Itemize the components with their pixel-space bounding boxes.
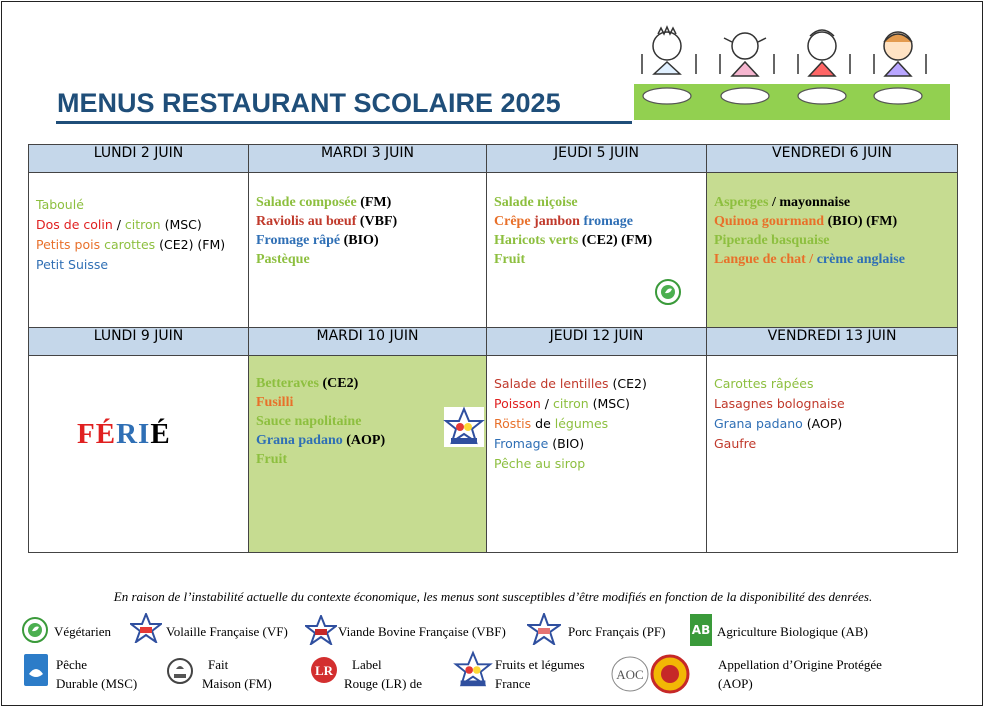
menu-item	[256, 250, 486, 269]
day-header: LUNDI 2 JUIN	[29, 145, 249, 173]
legend-aop-line1: Appellation d’Origine Protégée	[718, 657, 882, 672]
menu-item-text: crème anglaise	[816, 252, 905, 267]
menu-item-text: Carottes râpées	[714, 376, 814, 391]
menu-item	[494, 454, 706, 474]
menu-items	[487, 356, 706, 474]
menu-table	[28, 144, 958, 553]
homemade-icon	[167, 658, 193, 684]
legend-aop-line2: (AOP)	[718, 676, 753, 691]
menu-item	[714, 231, 957, 250]
menu-item-text: Langue de chat	[714, 252, 806, 267]
page-title	[57, 88, 561, 119]
menu-item-text: Gaufre	[714, 436, 757, 451]
menu-item-text: Quinoa gourmand	[714, 214, 825, 229]
week-2-header-row	[29, 328, 958, 356]
svg-text:AOC: AOC	[616, 667, 644, 682]
label-rouge-icon	[310, 656, 338, 684]
ferie-letter: F	[77, 418, 96, 450]
menu-item-text: Pêche au sirop	[494, 456, 586, 471]
menu-item-text: (AOP)	[342, 433, 386, 448]
menu-items	[707, 356, 957, 454]
day-header: LUNDI 9 JUIN	[29, 328, 249, 356]
menu-item-text: Fromage râpé	[256, 233, 341, 248]
fruits-legumes-icon	[453, 650, 493, 690]
children-table-illustration	[634, 24, 950, 120]
availability-note: En raison de l’instabilité actuelle du contexte économique, les menus sont susceptibles d’être modifiés en fonction de la disponibilité des denrées.	[113, 589, 873, 604]
menu-item	[256, 450, 486, 469]
menu-item-text: (CE2)	[318, 376, 359, 391]
menu-items	[249, 173, 486, 269]
ferie-letter: I	[138, 418, 151, 450]
menu-item-text: Salade de lentilles	[494, 376, 609, 391]
menu-item	[494, 374, 706, 394]
menu-item-text: légumes	[554, 416, 609, 431]
menu-item-text: Petits pois	[36, 237, 105, 252]
menu-item	[36, 215, 248, 235]
menu-item	[256, 212, 486, 231]
menu-item-text: Poisson	[494, 396, 541, 411]
menu-item	[714, 434, 957, 454]
menu-item-text: /	[540, 396, 553, 411]
menu-items	[707, 173, 957, 269]
msc-icon	[24, 654, 48, 686]
menu-item-text: Dos de colin	[36, 217, 113, 232]
poultry-icon	[130, 613, 162, 643]
menu-item	[36, 195, 248, 215]
legend-fruits-line1: Fruits et légumes	[495, 657, 585, 672]
menu-item-text: fromage	[583, 214, 633, 229]
menu-cell-vendredi-6	[707, 173, 958, 328]
menu-item-text: (BIO)	[548, 436, 585, 451]
menu-item	[714, 374, 957, 394]
menu-item	[256, 374, 486, 393]
week-1-menu-row	[29, 173, 958, 328]
menu-item-text: (MSC)	[160, 217, 202, 232]
menu-item-text: Fromage	[494, 436, 549, 451]
menu-item	[714, 394, 957, 414]
menu-item-text: carottes	[104, 237, 156, 252]
menu-item-text: Pastèque	[256, 252, 310, 267]
menu-item-text: (BIO)	[340, 233, 379, 248]
menu-item-text: Grana padano	[714, 416, 803, 431]
menu-item-text: (CE2) (FM)	[578, 233, 653, 248]
menu-item-text: Sauce napolitaine	[256, 414, 362, 429]
menu-item-text: Salade composée	[256, 195, 357, 210]
title-year: 2025	[500, 88, 561, 118]
legend-homemade-line1: Fait	[208, 657, 229, 672]
svg-text:LR: LR	[314, 663, 334, 678]
organic-ab-icon	[690, 614, 712, 646]
menu-item	[36, 255, 248, 275]
title-underline	[56, 121, 632, 124]
legend-msc-line2: Durable (MSC)	[56, 676, 138, 691]
legend-vegetarian: Végétarien	[54, 624, 112, 639]
legend-poultry: Volaille Française (VF)	[166, 624, 288, 639]
title-text: MENUS RESTAURANT SCOLAIRE	[57, 88, 501, 118]
menu-cell-jeudi-12	[487, 356, 707, 553]
menu-item-text: Piperade basquaise	[714, 233, 830, 248]
menu-item	[494, 193, 706, 212]
menu-item	[494, 394, 706, 414]
legend-pork: Porc Français (PF)	[568, 624, 666, 639]
menu-items	[29, 173, 248, 275]
beef-icon	[305, 615, 337, 645]
ferie-label	[77, 418, 171, 451]
menu-item-text: Grana padano	[256, 433, 343, 448]
day-header: VENDREDI 6 JUIN	[707, 145, 958, 173]
menu-cell-vendredi-13	[707, 356, 958, 553]
menu-item-text: Raviolis au bœuf	[256, 214, 357, 229]
menu-item	[36, 235, 248, 255]
menu-item-text: Haricots verts	[494, 233, 579, 248]
menu-item	[494, 250, 706, 269]
ferie-letter: R	[116, 418, 139, 450]
menu-item-text: Taboulé	[36, 197, 84, 212]
menu-item	[494, 434, 706, 454]
pork-icon	[527, 613, 561, 645]
menu-item	[256, 193, 486, 212]
menu-item-text: (VBF)	[356, 214, 398, 229]
menu-item-text: citron	[124, 217, 161, 232]
menu-item-text: / mayonnaise	[768, 195, 851, 210]
menu-item-text: (AOP)	[802, 416, 843, 431]
day-header: MARDI 10 JUIN	[249, 328, 487, 356]
menu-item-text: Asperges	[714, 195, 769, 210]
menu-item-text: /	[805, 252, 817, 267]
menu-cell-lundi-9	[29, 356, 249, 553]
menu-item	[494, 231, 706, 250]
legend-homemade-line2: Maison (FM)	[202, 676, 272, 691]
menu-item-text: Petit Suisse	[36, 257, 109, 272]
vegetarian-icon	[655, 279, 681, 305]
day-header: MARDI 3 JUIN	[249, 145, 487, 173]
legend-beef: Viande Bovine Française (VBF)	[338, 624, 506, 639]
menu-item-text: (CE2) (FM)	[155, 237, 226, 252]
menu-item-text: (MSC)	[588, 396, 630, 411]
menu-item	[714, 250, 957, 269]
week-1-header-row	[29, 145, 958, 173]
legend-msc-line1: Pêche	[56, 657, 88, 672]
menu-item-text: /	[112, 217, 125, 232]
aop-icon	[610, 654, 690, 694]
menu-item	[494, 414, 706, 434]
menu-item-text: Salade niçoise	[494, 195, 578, 210]
menu-item-text: Betteraves	[256, 376, 319, 391]
menu-item-text: Fruit	[494, 252, 526, 267]
menu-item	[714, 193, 957, 212]
vegetarian-icon	[22, 617, 48, 643]
menu-item	[714, 414, 957, 434]
menu-item-text: Fruit	[256, 452, 288, 467]
menu-item-text: Lasagnes bolognaise	[714, 396, 845, 411]
menu-item	[714, 212, 957, 231]
menu-item-text: (FM)	[356, 195, 392, 210]
day-header: JEUDI 12 JUIN	[487, 328, 707, 356]
menu-cell-jeudi-5	[487, 173, 707, 328]
ferie-letter: É	[95, 418, 117, 450]
legend-fruits-line2: France	[495, 676, 531, 691]
menu-item-text: jambon	[534, 214, 584, 229]
week-2-menu-row	[29, 356, 958, 553]
menu-item-text: (BIO) (FM)	[824, 214, 898, 229]
legend-label-rouge-line1: Label	[352, 657, 382, 672]
menu-item-text: Röstis	[494, 416, 532, 431]
menu-item-text: de	[531, 416, 555, 431]
menu-cell-lundi-2	[29, 173, 249, 328]
menu-item-text: (CE2)	[608, 376, 647, 391]
day-header: JEUDI 5 JUIN	[487, 145, 707, 173]
menu-item-text: Fusilli	[256, 395, 294, 410]
menu-item	[256, 231, 486, 250]
svg-text:AB: AB	[691, 623, 711, 637]
day-header: VENDREDI 13 JUIN	[707, 328, 958, 356]
menu-items	[487, 173, 706, 269]
menu-item-text: Crêpe	[494, 214, 535, 229]
ferie-letter: É	[150, 418, 171, 450]
menu-item-text: citron	[552, 396, 589, 411]
menu-item	[494, 212, 706, 231]
fruits-legumes-icon	[443, 406, 485, 448]
menu-cell-mardi-10	[249, 356, 487, 553]
legend-organic: Agriculture Biologique (AB)	[717, 624, 868, 639]
menu-cell-mardi-3	[249, 173, 487, 328]
legend-label-rouge-line2: Rouge (LR) de	[344, 676, 422, 691]
